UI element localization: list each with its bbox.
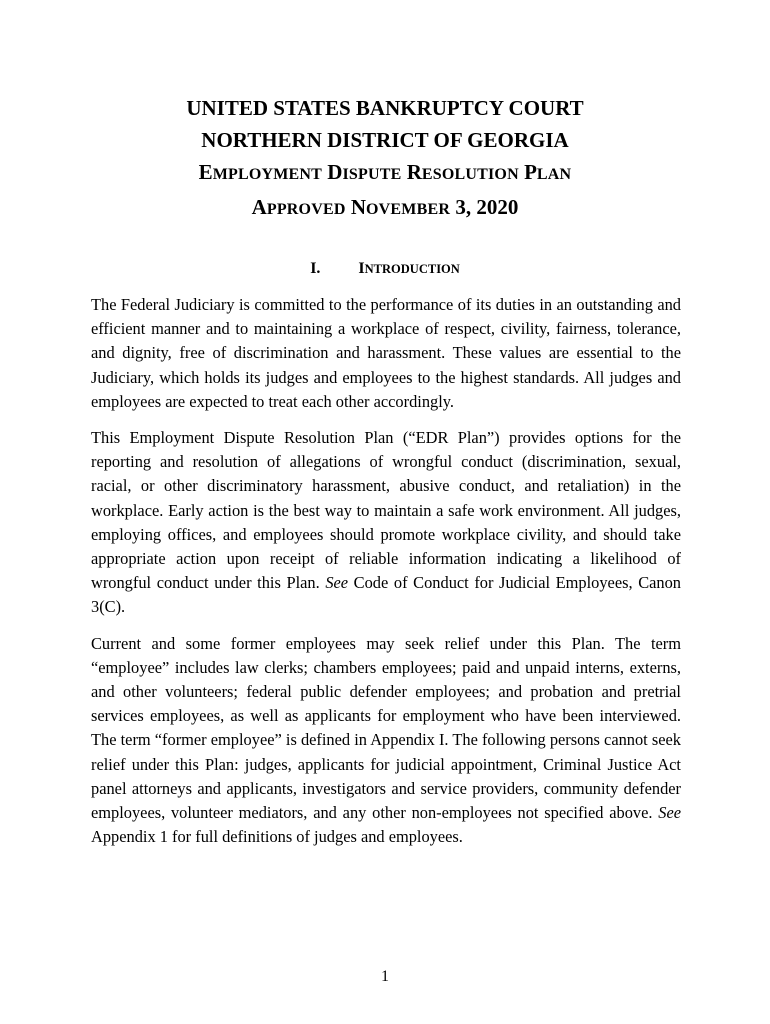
paragraph-text: Current and some former employees may seek relief under this Plan. The term “employee” includes law clerks; chambers employees; paid and unpaid interns, externs, and other volunteers; federal public defender employees; and probation and pretrial services employees, as well as applicants for employment who have been interviewed. The term “former employee” is defined in Appendix I. The following persons cannot seek relief under this Plan: judges, applicants for judicial appointment, Criminal Justice Act panel attorneys and applicants, investigators and service providers, community defender employees, volunteer mediators, and any other non-employees not specified above. [91,633,681,823]
plan-title-rest: ISPUTE [342,166,402,183]
section-heading-initial: I [358,260,365,277]
paragraph-edr-plan [91,426,681,620]
section-number: I. [310,260,321,277]
plan-title-initial: E [198,160,213,184]
plan-title-line [0,156,770,191]
plan-title-initial: P [524,160,537,184]
court-name-line: UNITED STATES BANKRUPTCY COURT [186,96,584,120]
approved-date-line [0,191,770,226]
paragraph-text: Code of Conduct for Judicial Employees, Canon 3(C). [91,573,681,617]
approved-rest: PPROVED [266,201,346,218]
paragraph-introduction [91,293,681,414]
plan-title-rest: ESOLUTION [421,166,519,183]
see-signal: See [325,573,349,593]
plan-title-rest: LAN [536,166,572,183]
plan-title-rest: MPLOYMENT [212,166,323,183]
body-text [91,293,681,861]
document-title-block [0,92,770,226]
paragraph-text: The Federal Judiciary is committed to the performance of its duties in an outstanding and efficient manner and to maintaining a workplace of respect, civility, fairness, tolerance, and dignity, free of discrimination and harassment. These values are essential to the Judiciary, which holds its judges and employees to the highest standards. All judges and employees are expected to treat each other accordingly. [91,295,681,411]
paragraph-text: Appendix 1 for full definitions of judges and employees. [91,827,463,847]
section-heading [0,260,770,278]
section-heading-rest: NTRODUCTION [364,262,460,276]
approved-initial: A [251,195,267,219]
approved-initial: N [350,195,366,219]
plan-title-initial: R [406,160,422,184]
page-number: 1 [381,968,389,985]
paragraph-employees [91,632,681,850]
plan-title-initial: D [327,160,343,184]
approved-date: 3, 2020 [455,195,519,219]
district-name-line: NORTHERN DISTRICT OF GEORGIA [201,128,569,152]
see-signal: See [658,803,681,823]
approved-rest: OVEMBER [366,201,451,218]
paragraph-text: This Employment Dispute Resolution Plan (“EDR Plan”) provides options for the reporting and resolution of allegations of wrongful conduct (discrimination, sexual, racial, or other discriminatory harassment, abusive conduct, and retaliation) in the workplace. Early action is the best way to maintain a safe work environment. All judges, employing offices, and employees should promote workplace civility, and should take appropriate action upon receipt of reliable information indicating a likelihood of wrongful conduct under this Plan. [91,428,681,593]
